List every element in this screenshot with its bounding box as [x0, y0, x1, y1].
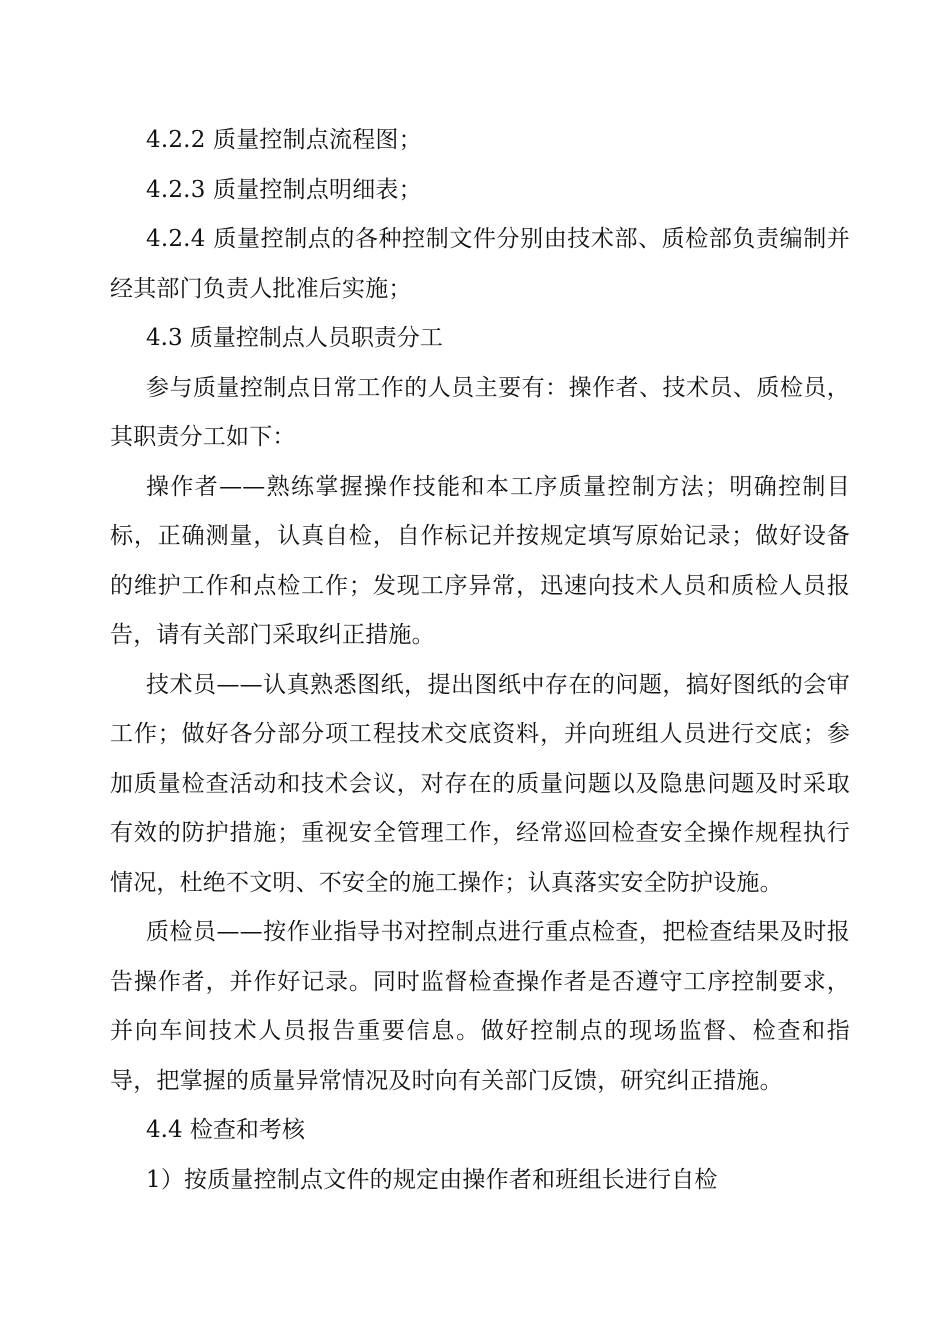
section-heading-4-3: 4.3 质量控制点人员职责分工	[146, 325, 443, 351]
technician-duties-paragraph: 技术员——认真熟悉图纸，提出图纸中存在的问题，搞好图纸的会审工作；做好各分部分项工程技术交底资料，并向班组人员进行交底；参加质量检查活动和技术会议，对存在的质量问题以及隐患问题及时采取有效的防护措施；重视安全管理工作，经常巡回检查安全操作规程执行情况，杜绝不文明、不安全的施工操作；认真落实安全防护设施。	[110, 671, 850, 896]
item-4-2-2: 4.2.2 质量控制点流程图；	[146, 127, 422, 153]
self-inspection-item: 1）按质量控制点文件的规定由操作者和班组长进行自检	[146, 1166, 718, 1193]
item-4-2-3: 4.2.3 质量控制点明细表；	[146, 176, 422, 203]
operator-duties-paragraph: 操作者——熟练掌握操作技能和本工序质量控制方法；明确控制目标，正确测量，认真自检，自作标记并按规定填写原始记录；做好设备的维护工作和点检工作；发现工序异常，迅速向技术人员和质检人员报告，请有关部门采取纠正措施。	[110, 473, 850, 648]
inspector-duties-paragraph: 质检员——按作业指导书对控制点进行重点检查，把检查结果及时报告操作者，并作好记录。同时监督检查操作者是否遵守工序控制要求，并向车间技术人员报告重要信息。做好控制点的现场监督、检查和指导，把掌握的质量异常情况及时向有关部门反馈，研究纠正措施。	[110, 919, 850, 1094]
duties-intro-paragraph: 参与质量控制点日常工作的人员主要有：操作者、技术员、质检员，其职责分工如下：	[110, 374, 850, 450]
item-4-2-4: 4.2.4 质量控制点的各种控制文件分别由技术部、质检部负责编制并经其部门负责人批准后实施；	[110, 226, 850, 302]
document-page	[110, 116, 850, 1205]
section-heading-4-4: 4.4 检查和考核	[146, 1117, 305, 1143]
